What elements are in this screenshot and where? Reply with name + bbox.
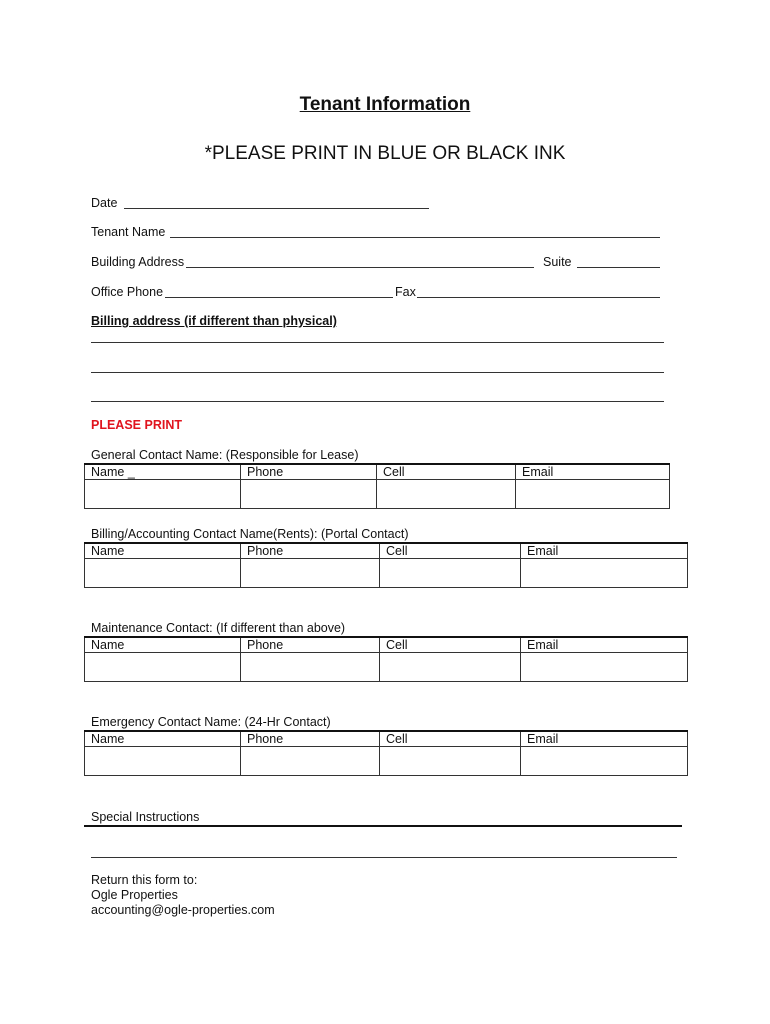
general-cell-cell[interactable] <box>377 480 516 509</box>
col-header-email: Email <box>516 464 670 480</box>
billing-cell-cell[interactable] <box>380 559 521 588</box>
col-header-cell: Cell <box>380 731 521 747</box>
maintenance-contact-title: Maintenance Contact: (If different than above) <box>91 621 346 635</box>
form-subtitle: *PLEASE PRINT IN BLUE OR BLACK INK <box>204 143 566 164</box>
special-instructions-label: Special Instructions <box>91 810 200 824</box>
col-header-name: Name _ <box>85 464 241 480</box>
billing-name-cell[interactable] <box>85 559 241 588</box>
office-phone-label: Office Phone <box>91 285 164 299</box>
date-field[interactable] <box>124 208 429 209</box>
general-contact-table <box>84 463 670 509</box>
date-label: Date <box>91 196 118 210</box>
col-header-phone: Phone <box>241 637 380 653</box>
col-header-cell: Cell <box>380 543 521 559</box>
emergency-phone-cell[interactable] <box>241 747 380 776</box>
col-header-email: Email <box>521 543 688 559</box>
emergency-contact-title: Emergency Contact Name: (24-Hr Contact) <box>91 715 331 729</box>
return-info <box>91 873 275 918</box>
col-header-name: Name <box>85 637 241 653</box>
col-header-name: Name <box>85 731 241 747</box>
general-phone-cell[interactable] <box>241 480 377 509</box>
billing-contact-title: Billing/Accounting Contact Name(Rents): (Portal Contact) <box>91 527 409 541</box>
please-print-label: PLEASE PRINT <box>91 418 182 432</box>
tenant-name-field[interactable] <box>170 237 660 238</box>
maintenance-name-cell[interactable] <box>85 653 241 682</box>
return-email: accounting@ogle-properties.com <box>91 903 275 917</box>
return-company: Ogle Properties <box>91 888 178 902</box>
tenant-name-label: Tenant Name <box>91 225 166 239</box>
col-header-name: Name <box>85 543 241 559</box>
emergency-cell-cell[interactable] <box>380 747 521 776</box>
maintenance-cell-cell[interactable] <box>380 653 521 682</box>
col-header-cell: Cell <box>380 637 521 653</box>
col-header-phone: Phone <box>241 543 380 559</box>
billing-email-cell[interactable] <box>521 559 688 588</box>
billing-phone-cell[interactable] <box>241 559 380 588</box>
general-email-cell[interactable] <box>516 480 670 509</box>
billing-address-line-2[interactable] <box>91 372 664 373</box>
return-line-1: Return this form to: <box>91 873 198 887</box>
maintenance-contact-table <box>84 636 688 682</box>
suite-label: Suite <box>543 255 572 269</box>
general-name-cell[interactable] <box>85 480 241 509</box>
emergency-email-cell[interactable] <box>521 747 688 776</box>
building-address-label: Building Address <box>91 255 185 269</box>
col-header-phone: Phone <box>241 731 380 747</box>
form-title: Tenant Information <box>299 94 471 115</box>
billing-address-label: Billing address (if different than physical) <box>91 314 337 328</box>
col-header-email: Email <box>521 731 688 747</box>
emergency-contact-table <box>84 730 688 776</box>
col-header-email: Email <box>521 637 688 653</box>
billing-address-line-3[interactable] <box>91 401 664 402</box>
fax-label: Fax <box>395 285 416 299</box>
col-header-cell: Cell <box>377 464 516 480</box>
emergency-name-cell[interactable] <box>85 747 241 776</box>
maintenance-email-cell[interactable] <box>521 653 688 682</box>
billing-contact-table <box>84 542 688 588</box>
general-contact-title: General Contact Name: (Responsible for Lease) <box>91 448 359 462</box>
fax-field[interactable] <box>417 297 660 298</box>
special-instructions-rule <box>84 825 682 827</box>
suite-field[interactable] <box>577 267 660 268</box>
building-address-field[interactable] <box>186 267 534 268</box>
maintenance-phone-cell[interactable] <box>241 653 380 682</box>
col-header-phone: Phone <box>241 464 377 480</box>
billing-address-line-1[interactable] <box>91 342 664 343</box>
office-phone-field[interactable] <box>165 297 393 298</box>
special-instructions-field[interactable] <box>91 857 677 858</box>
